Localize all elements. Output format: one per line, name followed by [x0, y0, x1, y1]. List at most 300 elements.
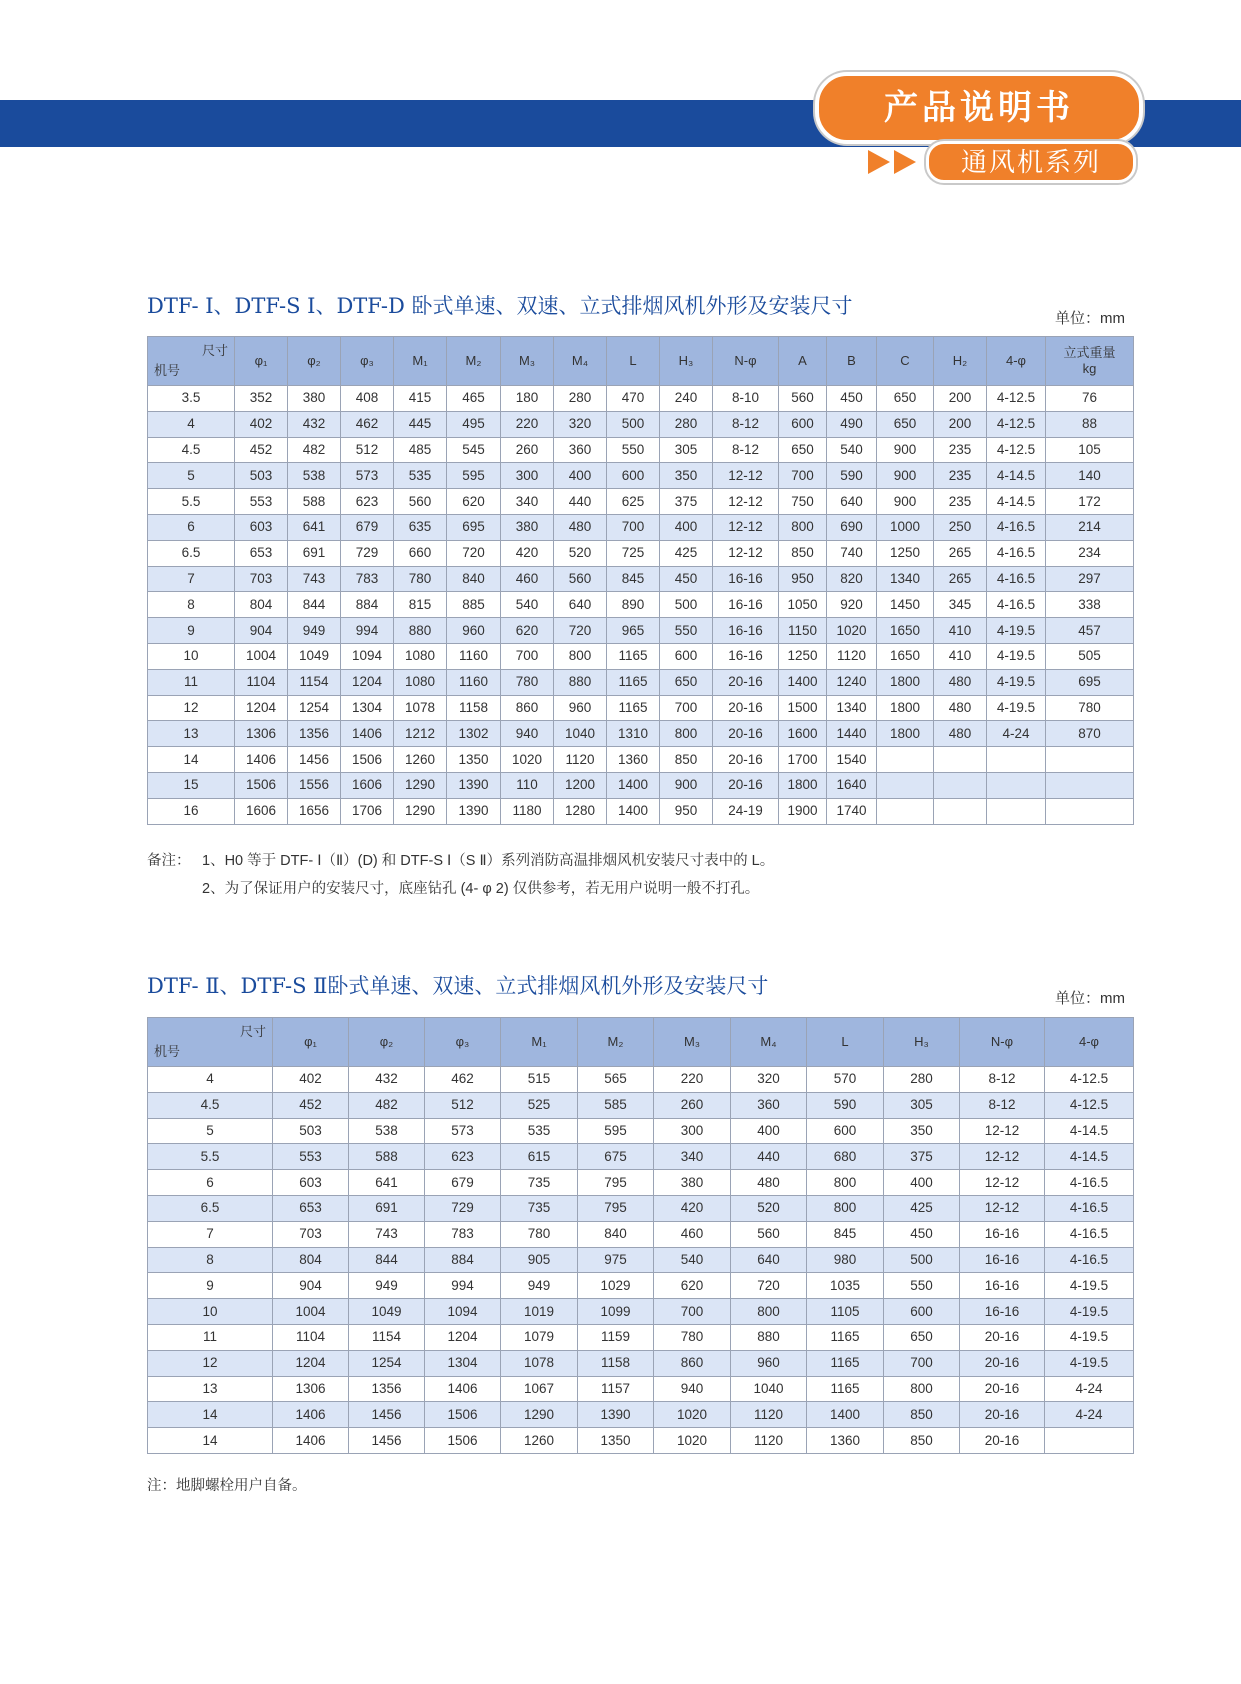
table-cell: 850 — [884, 1402, 960, 1428]
column-header: H₃ — [884, 1018, 960, 1067]
table-cell: 949 — [501, 1273, 578, 1299]
table-cell: 1400 — [779, 669, 827, 695]
table-cell: 845 — [607, 566, 660, 592]
table-cell: 815 — [394, 592, 447, 618]
table-cell: 1154 — [288, 669, 341, 695]
table-cell: 1154 — [349, 1324, 425, 1350]
table-row — [148, 772, 1134, 798]
table-cell: 650 — [660, 669, 713, 695]
table-cell: 465 — [447, 386, 501, 412]
model-cell: 14 — [148, 1428, 273, 1454]
table-cell: 4-14.5 — [987, 489, 1046, 515]
table-cell: 1350 — [447, 747, 501, 773]
table-cell: 1304 — [425, 1350, 501, 1376]
table-cell: 4-16.5 — [1045, 1247, 1134, 1273]
table-row — [148, 1402, 1134, 1428]
table-cell: 980 — [807, 1247, 884, 1273]
table-cell: 1260 — [501, 1428, 578, 1454]
table-cell: 795 — [578, 1170, 654, 1196]
table-cell: 650 — [877, 386, 934, 412]
table-cell: 20-16 — [960, 1376, 1045, 1402]
table-cell: 1250 — [877, 540, 934, 566]
table-cell: 800 — [779, 514, 827, 540]
table-cell: 660 — [394, 540, 447, 566]
table-cell: 588 — [349, 1144, 425, 1170]
table-cell: 560 — [394, 489, 447, 515]
column-header: A — [779, 337, 827, 386]
table-cell: 4-19.5 — [987, 695, 1046, 721]
table-cell: 4-14.5 — [987, 463, 1046, 489]
table-cell: 4-16.5 — [1045, 1195, 1134, 1221]
model-cell: 4 — [148, 411, 235, 437]
table-cell: 1606 — [235, 798, 288, 824]
table-cell: 550 — [660, 618, 713, 644]
model-cell: 9 — [148, 1273, 273, 1299]
model-cell: 6.5 — [148, 1195, 273, 1221]
table-cell: 729 — [425, 1195, 501, 1221]
table-cell: 500 — [660, 592, 713, 618]
table-row — [148, 1221, 1134, 1247]
model-cell: 4.5 — [148, 1092, 273, 1118]
model-cell: 11 — [148, 1324, 273, 1350]
table-cell: 4-16.5 — [987, 566, 1046, 592]
table-cell: 1180 — [501, 798, 554, 824]
table-cell: 1004 — [235, 643, 288, 669]
model-cell: 5.5 — [148, 1144, 273, 1170]
corner-label-size: 尺寸 — [201, 343, 228, 358]
table-cell: 1306 — [235, 721, 288, 747]
table-cell — [1046, 798, 1134, 824]
table-cell: 1900 — [779, 798, 827, 824]
table-cell: 4-12.5 — [987, 437, 1046, 463]
table-cell: 512 — [425, 1092, 501, 1118]
table-cell: 12-12 — [960, 1195, 1045, 1221]
table-cell: 1079 — [501, 1324, 578, 1350]
model-cell: 13 — [148, 1376, 273, 1402]
table-cell: 653 — [235, 540, 288, 566]
model-cell: 14 — [148, 747, 235, 773]
table-cell: 1120 — [731, 1402, 807, 1428]
table-cell: 845 — [807, 1221, 884, 1247]
table-cell: 940 — [501, 721, 554, 747]
table-cell: 553 — [235, 489, 288, 515]
model-cell: 6 — [148, 1170, 273, 1196]
table-cell: 350 — [884, 1118, 960, 1144]
table-cell: 260 — [654, 1092, 731, 1118]
table-cell: 490 — [827, 411, 877, 437]
table-cell: 16-16 — [960, 1299, 1045, 1325]
table-cell: 408 — [341, 386, 394, 412]
table-cell: 750 — [779, 489, 827, 515]
table-cell: 16-16 — [713, 592, 779, 618]
table-cell: 1104 — [235, 669, 288, 695]
table-cell: 635 — [394, 514, 447, 540]
table-cell: 800 — [807, 1170, 884, 1196]
table-cell: 1360 — [607, 747, 660, 773]
table-cell: 1204 — [273, 1350, 349, 1376]
table-cell: 260 — [501, 437, 554, 463]
table-cell: 16-16 — [713, 566, 779, 592]
table-cell: 4-19.5 — [1045, 1324, 1134, 1350]
corner-label-size: 尺寸 — [239, 1024, 266, 1039]
table-cell: 844 — [288, 592, 341, 618]
table-cell: 1120 — [827, 643, 877, 669]
model-cell: 7 — [148, 566, 235, 592]
table1-note-label: 备注： — [147, 853, 191, 869]
table-cell: 573 — [341, 463, 394, 489]
table-row — [148, 669, 1134, 695]
column-header: M₁ — [394, 337, 447, 386]
column-header: φ₂ — [288, 337, 341, 386]
table-cell — [934, 747, 987, 773]
table-row — [148, 1092, 1134, 1118]
table-cell: 140 — [1046, 463, 1134, 489]
table-cell: 800 — [731, 1299, 807, 1325]
table-cell: 565 — [578, 1067, 654, 1093]
table-cell: 1040 — [731, 1376, 807, 1402]
table-cell: 743 — [288, 566, 341, 592]
table-cell: 20-16 — [960, 1324, 1045, 1350]
table-cell: 1800 — [877, 721, 934, 747]
table-cell: 420 — [501, 540, 554, 566]
column-header: φ₁ — [235, 337, 288, 386]
table-cell: 305 — [884, 1092, 960, 1118]
table-cell: 4-16.5 — [987, 540, 1046, 566]
table-cell: 512 — [341, 437, 394, 463]
table-cell: 1165 — [807, 1324, 884, 1350]
table-cell: 700 — [654, 1299, 731, 1325]
table-cell: 700 — [884, 1350, 960, 1376]
table-cell: 4-12.5 — [987, 411, 1046, 437]
table-cell: 452 — [235, 437, 288, 463]
table-cell: 820 — [827, 566, 877, 592]
table-cell: 320 — [731, 1067, 807, 1093]
double-arrow-icon — [868, 148, 922, 176]
table-cell: 1165 — [807, 1376, 884, 1402]
table-cell: 480 — [731, 1170, 807, 1196]
table-cell: 623 — [425, 1144, 501, 1170]
table-cell: 1260 — [394, 747, 447, 773]
table-cell: 410 — [934, 618, 987, 644]
table-cell: 1506 — [235, 772, 288, 798]
table-cell: 20-16 — [713, 695, 779, 721]
table-cell: 960 — [554, 695, 607, 721]
table-cell: 885 — [447, 592, 501, 618]
table-cell: 1004 — [273, 1299, 349, 1325]
table-cell: 840 — [447, 566, 501, 592]
model-cell: 9 — [148, 618, 235, 644]
table-row — [148, 1195, 1134, 1221]
table-cell: 975 — [578, 1247, 654, 1273]
table-cell: 540 — [827, 437, 877, 463]
table-row — [148, 643, 1134, 669]
table-cell: 725 — [607, 540, 660, 566]
table-row — [148, 1299, 1134, 1325]
table-cell: 600 — [660, 643, 713, 669]
table-cell: 884 — [425, 1247, 501, 1273]
table-cell: 783 — [425, 1221, 501, 1247]
column-header: N-φ — [713, 337, 779, 386]
table-cell: 12-12 — [713, 514, 779, 540]
table-cell: 457 — [1046, 618, 1134, 644]
table-cell: 553 — [273, 1144, 349, 1170]
table-cell: 338 — [1046, 592, 1134, 618]
table-cell: 1120 — [731, 1428, 807, 1454]
table1-corner-cell — [148, 337, 235, 386]
table-cell: 20-16 — [713, 772, 779, 798]
table-cell: 1020 — [654, 1402, 731, 1428]
table-cell: 172 — [1046, 489, 1134, 515]
table-cell: 500 — [607, 411, 660, 437]
table1-note-1: 1、H0 等于 DTF- Ⅰ（Ⅱ）(D) 和 DTF-S Ⅰ（S Ⅱ）系列消防高温排烟风机安装尺寸表中的 L。 — [202, 853, 775, 869]
table-cell: 1165 — [607, 669, 660, 695]
header-title-badge — [815, 72, 1143, 144]
table-cell: 440 — [554, 489, 607, 515]
table-cell: 360 — [731, 1092, 807, 1118]
table-cell: 1078 — [394, 695, 447, 721]
column-header: N-φ — [960, 1018, 1045, 1067]
table-cell: 623 — [341, 489, 394, 515]
table1 — [147, 336, 1134, 825]
table2 — [147, 1017, 1134, 1454]
table-cell: 482 — [349, 1092, 425, 1118]
table-row — [148, 1144, 1134, 1170]
table-cell — [987, 798, 1046, 824]
table-cell: 1540 — [827, 747, 877, 773]
table-cell: 482 — [288, 437, 341, 463]
table-cell: 615 — [501, 1144, 578, 1170]
table-cell: 1506 — [425, 1428, 501, 1454]
table-cell: 590 — [807, 1092, 884, 1118]
table-cell: 550 — [607, 437, 660, 463]
table-cell: 76 — [1046, 386, 1134, 412]
table-cell: 641 — [349, 1170, 425, 1196]
model-cell: 5 — [148, 1118, 273, 1144]
column-header: M₃ — [501, 337, 554, 386]
table-cell: 180 — [501, 386, 554, 412]
column-header: C — [877, 337, 934, 386]
table-cell: 1157 — [578, 1376, 654, 1402]
table-cell: 1000 — [877, 514, 934, 540]
table-cell: 1029 — [578, 1273, 654, 1299]
table-cell: 800 — [554, 643, 607, 669]
table-cell: 595 — [578, 1118, 654, 1144]
table-cell: 620 — [447, 489, 501, 515]
table-cell: 1158 — [578, 1350, 654, 1376]
model-cell: 16 — [148, 798, 235, 824]
table-cell: 679 — [341, 514, 394, 540]
table-cell: 590 — [827, 463, 877, 489]
table-cell: 1600 — [779, 721, 827, 747]
table-cell: 432 — [288, 411, 341, 437]
table-cell: 1406 — [425, 1376, 501, 1402]
table-cell: 1120 — [554, 747, 607, 773]
table-cell: 535 — [501, 1118, 578, 1144]
table-cell: 1204 — [425, 1324, 501, 1350]
table-cell: 470 — [607, 386, 660, 412]
table-cell: 675 — [578, 1144, 654, 1170]
table-cell: 4-14.5 — [1045, 1144, 1134, 1170]
model-cell: 10 — [148, 1299, 273, 1325]
table-cell: 905 — [501, 1247, 578, 1273]
table-cell: 220 — [654, 1067, 731, 1093]
table-cell: 1158 — [447, 695, 501, 721]
table-cell: 950 — [660, 798, 713, 824]
table-cell: 1290 — [394, 772, 447, 798]
table-cell: 1740 — [827, 798, 877, 824]
column-header: φ₃ — [425, 1018, 501, 1067]
table-cell: 780 — [501, 1221, 578, 1247]
table-cell: 503 — [235, 463, 288, 489]
table-cell: 12-12 — [713, 489, 779, 515]
table-cell: 4-16.5 — [1045, 1221, 1134, 1247]
table-row — [148, 411, 1134, 437]
table2-unit: 单位：mm — [1055, 990, 1125, 1007]
table-cell: 480 — [554, 514, 607, 540]
table-row — [148, 489, 1134, 515]
table-cell: 400 — [660, 514, 713, 540]
table-cell: 560 — [779, 386, 827, 412]
table-cell: 650 — [877, 411, 934, 437]
table-cell: 690 — [827, 514, 877, 540]
table-cell: 600 — [884, 1299, 960, 1325]
table-cell: 904 — [273, 1273, 349, 1299]
column-header: φ₃ — [341, 337, 394, 386]
table-cell: 297 — [1046, 566, 1134, 592]
table-cell: 620 — [501, 618, 554, 644]
table-cell — [1045, 1428, 1134, 1454]
table-cell: 450 — [660, 566, 713, 592]
table-cell — [987, 772, 1046, 798]
table-cell: 1706 — [341, 798, 394, 824]
table-cell: 1019 — [501, 1299, 578, 1325]
table-cell: 450 — [884, 1221, 960, 1247]
table-cell: 570 — [807, 1067, 884, 1093]
table-cell: 1800 — [779, 772, 827, 798]
table-cell: 16-16 — [713, 643, 779, 669]
table-cell: 515 — [501, 1067, 578, 1093]
table-cell: 350 — [660, 463, 713, 489]
table-cell: 703 — [273, 1221, 349, 1247]
column-header: M₄ — [554, 337, 607, 386]
table-cell: 1099 — [578, 1299, 654, 1325]
table-cell — [934, 772, 987, 798]
table-cell: 880 — [394, 618, 447, 644]
table-cell: 860 — [654, 1350, 731, 1376]
column-header: M₃ — [654, 1018, 731, 1067]
table-cell: 1800 — [877, 695, 934, 721]
table-cell: 783 — [341, 566, 394, 592]
table-cell: 1020 — [501, 747, 554, 773]
table-cell: 740 — [827, 540, 877, 566]
table-cell: 1020 — [654, 1428, 731, 1454]
table-cell: 400 — [884, 1170, 960, 1196]
table-cell: 1390 — [447, 798, 501, 824]
table-cell: 780 — [1046, 695, 1134, 721]
table-row — [148, 386, 1134, 412]
table-cell: 949 — [288, 618, 341, 644]
table-cell: 24-19 — [713, 798, 779, 824]
table-cell: 1306 — [273, 1376, 349, 1402]
table-cell: 600 — [779, 411, 827, 437]
table-row — [148, 514, 1134, 540]
table-row — [148, 1067, 1134, 1093]
table-cell: 4-19.5 — [1045, 1299, 1134, 1325]
table-cell: 700 — [607, 514, 660, 540]
table-cell: 220 — [501, 411, 554, 437]
table-cell: 280 — [554, 386, 607, 412]
table-cell: 495 — [447, 411, 501, 437]
model-cell: 10 — [148, 643, 235, 669]
table-cell: 16-16 — [960, 1247, 1045, 1273]
table-cell: 485 — [394, 437, 447, 463]
table-cell: 1020 — [827, 618, 877, 644]
table-cell: 20-16 — [960, 1402, 1045, 1428]
table-row — [148, 1376, 1134, 1402]
column-header: L — [607, 337, 660, 386]
model-cell: 4.5 — [148, 437, 235, 463]
table-cell: 695 — [447, 514, 501, 540]
table-cell: 870 — [1046, 721, 1134, 747]
table-cell: 1254 — [349, 1350, 425, 1376]
table1-unit: 单位：mm — [1055, 310, 1125, 327]
table-cell: 1390 — [447, 772, 501, 798]
table-cell: 1340 — [877, 566, 934, 592]
table-cell: 1240 — [827, 669, 877, 695]
table-cell: 1165 — [807, 1350, 884, 1376]
table-cell: 1040 — [554, 721, 607, 747]
table-cell: 4-24 — [1045, 1376, 1134, 1402]
column-header: φ₁ — [273, 1018, 349, 1067]
table-cell: 650 — [779, 437, 827, 463]
table-cell: 735 — [501, 1170, 578, 1196]
table-cell: 640 — [827, 489, 877, 515]
table-cell: 4-19.5 — [987, 669, 1046, 695]
model-cell: 3.5 — [148, 386, 235, 412]
column-header: M₂ — [447, 337, 501, 386]
table-cell: 1456 — [349, 1428, 425, 1454]
table-cell: 994 — [341, 618, 394, 644]
table-cell: 1800 — [877, 669, 934, 695]
model-cell: 8 — [148, 592, 235, 618]
table-cell: 994 — [425, 1273, 501, 1299]
table-cell: 300 — [654, 1118, 731, 1144]
table-row — [148, 747, 1134, 773]
table-cell: 1406 — [341, 721, 394, 747]
table-cell: 4-24 — [987, 721, 1046, 747]
header-subtitle-badge — [926, 141, 1136, 183]
table-cell: 1350 — [578, 1428, 654, 1454]
table-row — [148, 1350, 1134, 1376]
table-cell: 1456 — [288, 747, 341, 773]
table-cell: 625 — [607, 489, 660, 515]
corner-label-model: 机号 — [154, 1044, 181, 1059]
table-cell: 540 — [501, 592, 554, 618]
table-cell: 462 — [425, 1067, 501, 1093]
table-cell: 950 — [779, 566, 827, 592]
table-cell: 780 — [394, 566, 447, 592]
table-cell: 4-19.5 — [987, 618, 1046, 644]
table-cell: 520 — [554, 540, 607, 566]
column-header: B — [827, 337, 877, 386]
table-cell: 452 — [273, 1092, 349, 1118]
table-cell: 20-16 — [713, 669, 779, 695]
table-cell: 949 — [349, 1273, 425, 1299]
table-cell: 1556 — [288, 772, 341, 798]
table-cell: 1506 — [341, 747, 394, 773]
table-cell: 1450 — [877, 592, 934, 618]
table-cell: 480 — [934, 669, 987, 695]
